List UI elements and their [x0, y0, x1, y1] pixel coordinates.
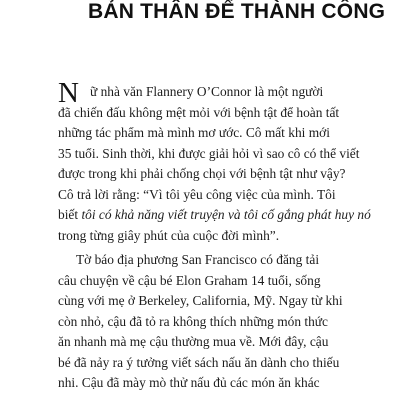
body-text: [58, 77, 376, 394]
drop-cap: N: [58, 77, 79, 109]
text-line: còn nhỏ, cậu đã tỏ ra không thích những món thức: [58, 313, 328, 329]
text-line: những tác phẩm mà mình mơ ước. Cô mất khi mới: [58, 125, 330, 140]
paragraph-1: [58, 77, 376, 246]
text-line: ữ nhà văn Flannery O’Connor là một người: [90, 84, 324, 99]
paragraph-2: [58, 250, 376, 394]
text-run: biết: [58, 207, 82, 222]
italic-emphasis: tôi có khả năng viết truyện và tôi cố gắng phát huy nó: [81, 207, 371, 222]
text-line: cùng với mẹ ở Berkeley, California, Mỹ. Ngay từ khi: [58, 293, 343, 308]
text-line: Tờ báo địa phương San Francisco có đăng tải: [76, 252, 320, 267]
text-line: Cô trả lời rằng: “Vì tôi yêu công việc của mình. Tôi: [58, 186, 336, 202]
section-heading: BẢN THÂN ĐỂ THÀNH CÔNG: [88, 0, 386, 23]
text-line: câu chuyện về cậu bé Elon Graham 14 tuổi, sống: [58, 272, 321, 288]
text-line: [58, 205, 376, 226]
text-line: nhi. Cậu đã mày mò thử nấu đủ các món ăn khác: [58, 375, 320, 390]
text-line: 35 tuổi. Sinh thời, khi được giải hỏi vì sao cô có thể viết: [58, 145, 360, 161]
text-line: bé đã nảy ra ý tưởng viết sách nấu ăn dành cho thiếu: [58, 354, 340, 370]
text-line: ăn nhanh mà mẹ cậu thường mua về. Mới đây, cậu: [58, 334, 329, 349]
text-line: đã chiến đấu không mệt mỏi với bệnh tật để hoàn tất: [58, 104, 340, 120]
text-line: trong từng giây phút của cuộc đời mình”.: [58, 227, 280, 243]
text-line: được trong khi phải chống chọi với bệnh tật như vậy?: [58, 166, 346, 181]
